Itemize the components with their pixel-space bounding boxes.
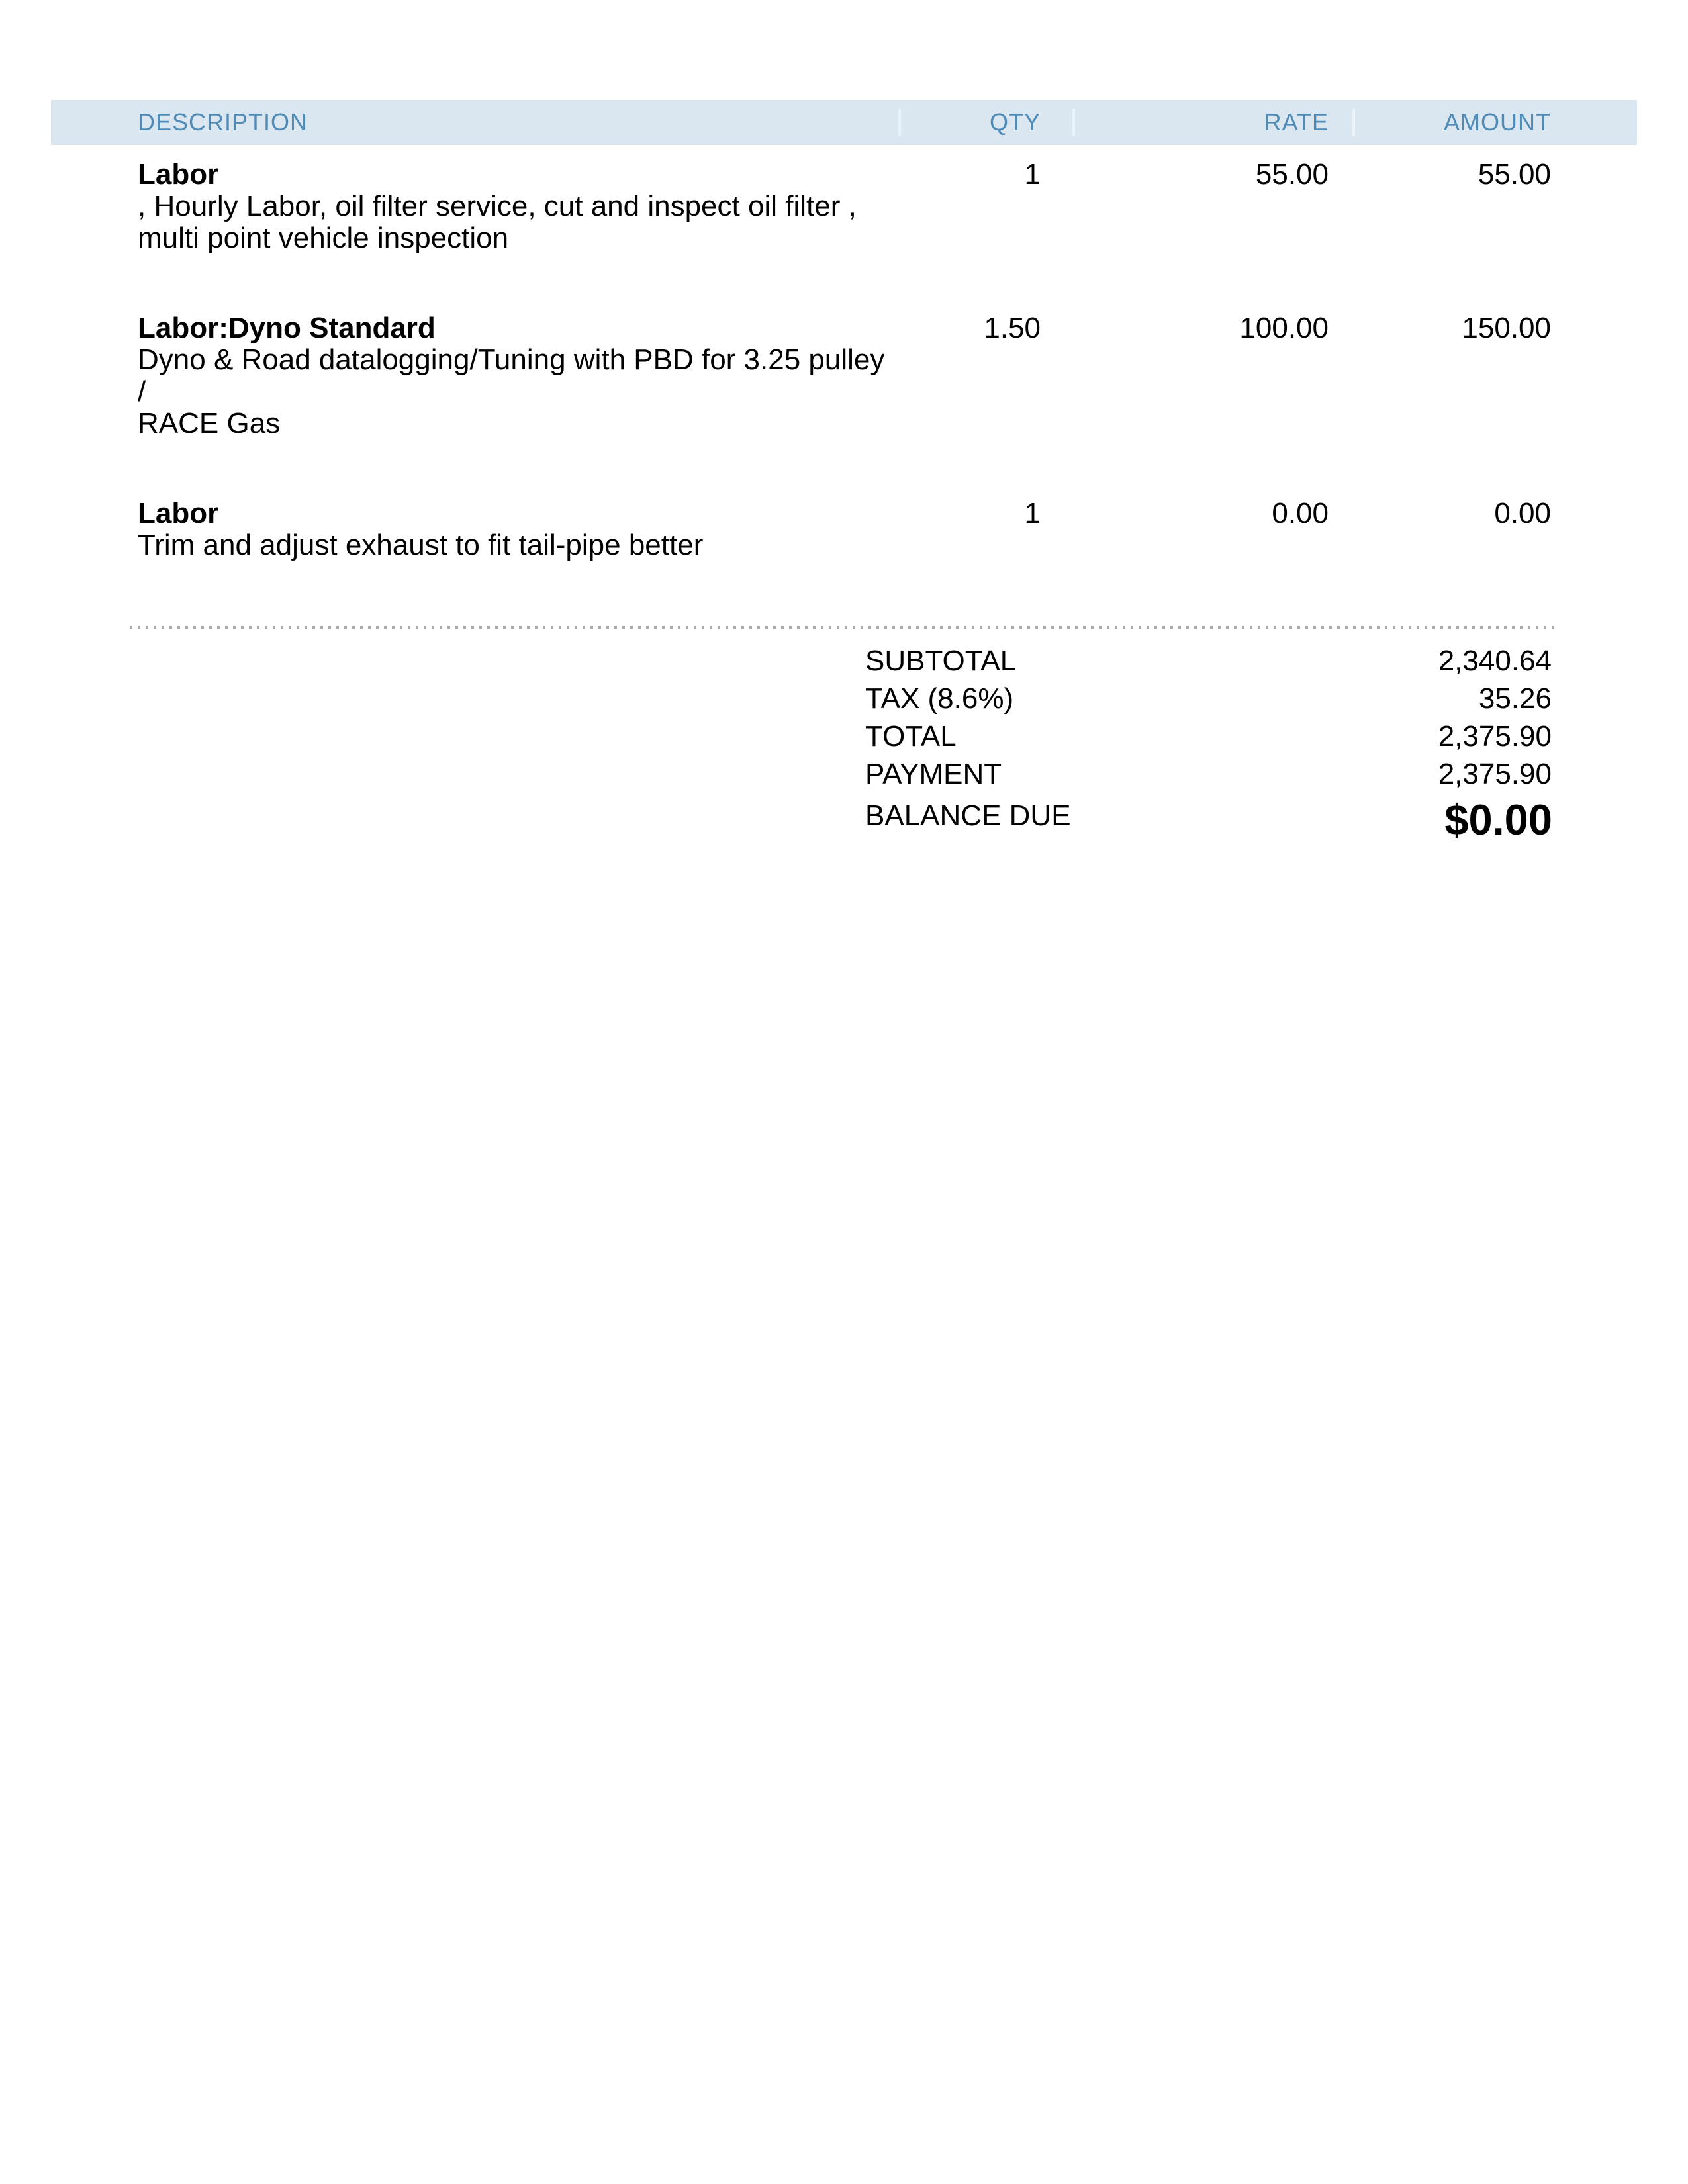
column-header-rate: RATE — [1072, 109, 1352, 136]
item-description-line: , Hourly Labor, oil filter service, cut and inspect oil filter , — [138, 190, 857, 222]
totals-divider — [130, 626, 1557, 629]
column-header-qty: QTY — [898, 109, 1072, 136]
item-rate: 0.00 — [1272, 497, 1329, 529]
subtotal-value: 2,340.64 — [1438, 645, 1552, 677]
column-header-description: DESCRIPTION — [138, 109, 308, 136]
item-qty: 1 — [1024, 497, 1041, 529]
totals-section — [51, 642, 1637, 843]
table-row — [51, 498, 1637, 561]
tax-label: TAX (8.6%) — [865, 682, 1014, 715]
balance-due-value: $0.00 — [1444, 796, 1552, 844]
table-row — [51, 159, 1637, 254]
item-description-cell — [51, 159, 898, 254]
item-description-line: Trim and adjust exhaust to fit tail-pipe better — [138, 529, 704, 561]
item-amount: 55.00 — [1477, 158, 1551, 191]
item-title: Labor — [138, 497, 219, 529]
item-title: Labor — [138, 158, 219, 191]
item-description-line: RACE Gas — [138, 407, 281, 439]
line-items — [51, 159, 1637, 561]
table-header — [51, 100, 1637, 145]
totals-row-total — [51, 717, 1637, 755]
column-header-amount: AMOUNT — [1352, 109, 1637, 136]
item-rate: 100.00 — [1239, 312, 1329, 344]
balance-due-label: BALANCE DUE — [865, 799, 1071, 832]
totals-row-payment — [51, 755, 1637, 793]
item-amount: 150.00 — [1462, 312, 1551, 344]
item-qty: 1.50 — [984, 312, 1041, 344]
total-label: TOTAL — [865, 720, 957, 752]
totals-row-subtotal — [51, 642, 1637, 680]
item-amount: 0.00 — [1494, 497, 1551, 529]
subtotal-label: SUBTOTAL — [865, 645, 1017, 677]
item-title: Labor:Dyno Standard — [138, 312, 436, 344]
tax-value: 35.26 — [1478, 682, 1552, 715]
payment-label: PAYMENT — [865, 758, 1002, 790]
item-description-line: multi point vehicle inspection — [138, 222, 509, 254]
item-description-cell — [51, 498, 898, 561]
payment-value: 2,375.90 — [1438, 758, 1552, 790]
totals-row-tax — [51, 680, 1637, 717]
item-qty: 1 — [1024, 158, 1041, 191]
table-row — [51, 312, 1637, 439]
total-value: 2,375.90 — [1438, 720, 1552, 752]
item-rate: 55.00 — [1255, 158, 1329, 191]
balance-due-row — [51, 797, 1637, 843]
item-description-line: Dyno & Road datalogging/Tuning with PBD for 3.25 pulley / — [138, 343, 885, 408]
item-description-cell — [51, 312, 898, 439]
